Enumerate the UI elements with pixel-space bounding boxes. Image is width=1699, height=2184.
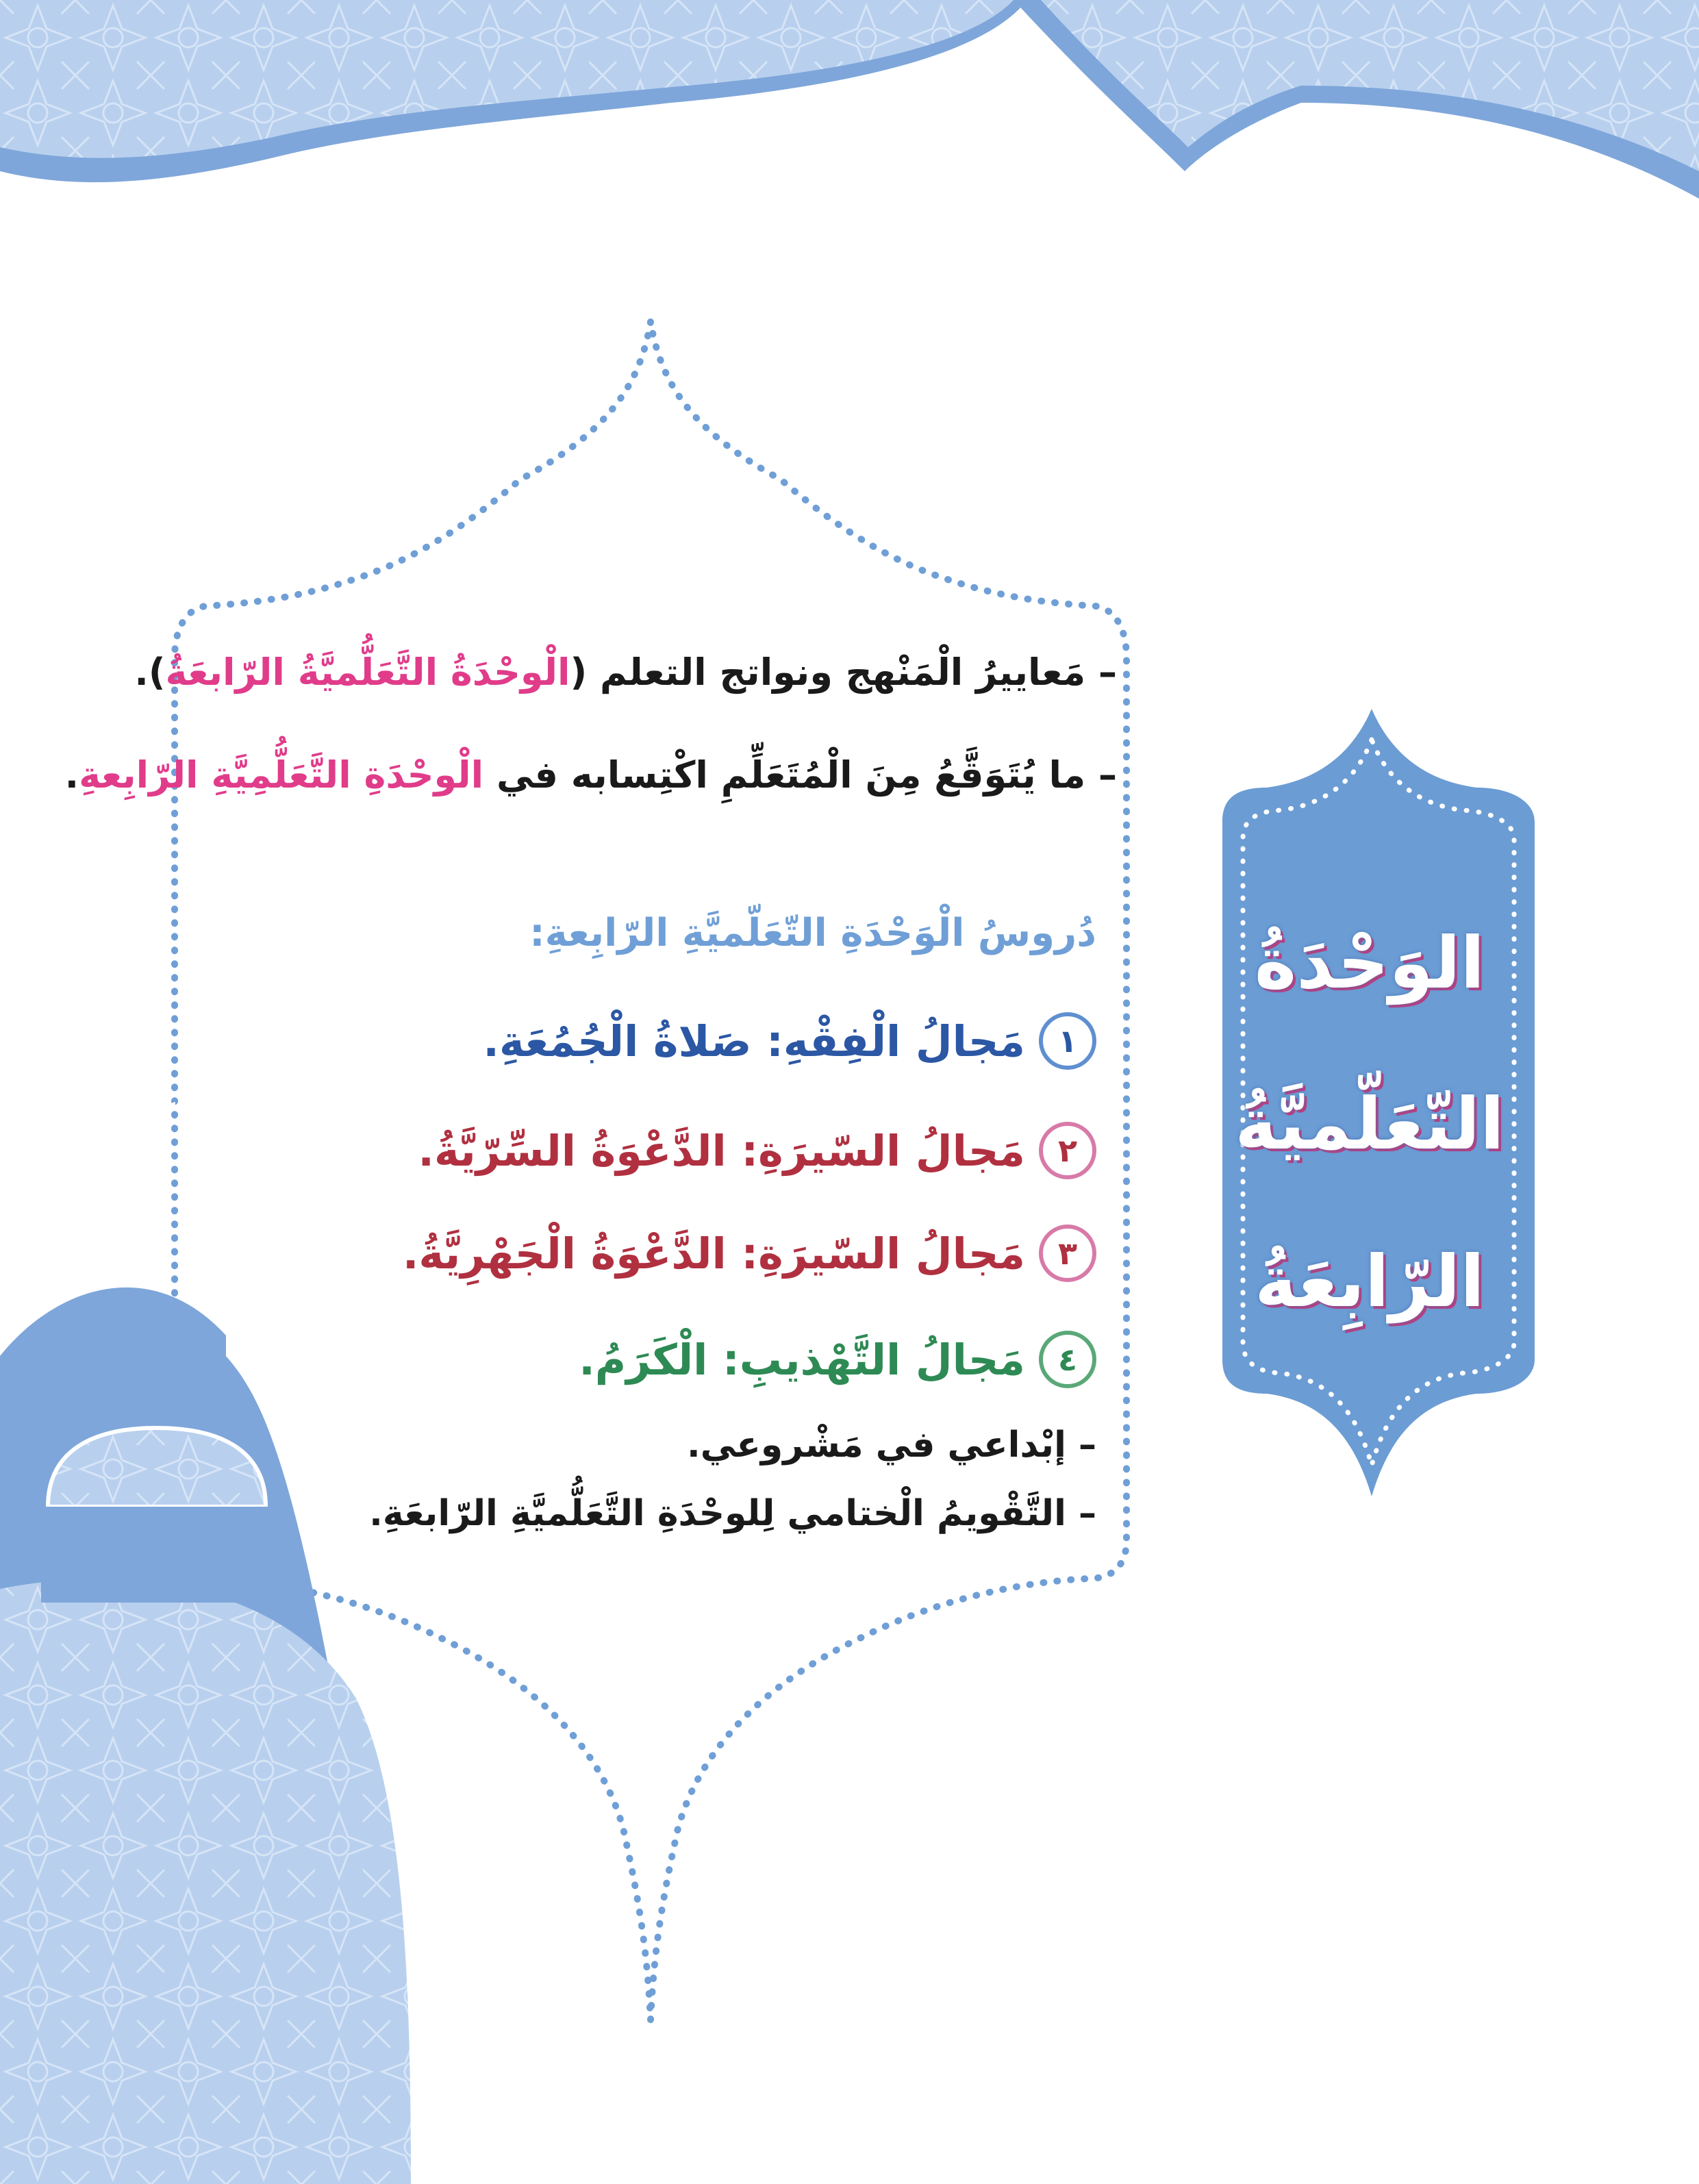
intro-line1-suffix: ). [134, 651, 166, 694]
top-banner [0, 0, 1699, 199]
intro-line2-prefix: – ما يُتَوَقَّعُ مِنَ الْمُتَعَلِّمِ اكْتِسابه في [483, 753, 1117, 796]
lesson-item [275, 1010, 1096, 1072]
lesson-text: مَجالُ التَّهْذيبِ: الْكَرَمُ. [579, 1334, 1025, 1385]
lesson-text: مَجالُ السّيرَةِ: الدَّعْوَةُ السِّرّيَّةُ. [418, 1125, 1025, 1176]
unit-title-line-2: التّعَلّميَّةُ [1235, 1082, 1505, 1166]
extra-item-final-assessment: – التَّقْويمُ الْختامي لِلوحْدَةِ التَّعَلُّميَّةِ الرّابعَةِ. [369, 1493, 1096, 1534]
lesson-item [275, 1120, 1096, 1181]
intro-line1-prefix: – مَعاييرُ الْمَنْهج ونواتج التعلم ( [570, 651, 1117, 694]
lesson-item [275, 1222, 1096, 1284]
lesson-item [275, 1329, 1096, 1390]
intro-line2-suffix: . [64, 753, 79, 796]
extra-item-project: – إبْداعي في مَشْروعي. [687, 1424, 1096, 1466]
lesson-number-badge: ٤ [1039, 1331, 1096, 1388]
intro-line-standards [134, 651, 1117, 694]
unit-title-line-3: الرّابِعَةُ [1255, 1240, 1485, 1323]
intro-line1-highlight: الْوحْدَةُ التَّعَلُّميَّةُ الرّابعَةُ [165, 651, 570, 694]
intro-line-expectations [64, 753, 1117, 796]
intro-line2-highlight: الْوحْدَةِ التَّعَلُّمِيَّةِ الرّابِعةِ [79, 753, 484, 796]
lesson-text: مَجالُ السّيرَةِ: الدَّعْوَةُ الْجَهْرِيَّةُ. [402, 1228, 1025, 1279]
lesson-number-badge: ٢ [1039, 1122, 1096, 1179]
lesson-text: مَجالُ الْفِقْهِ: صَلاةُ الْجُمُعَةِ. [483, 1016, 1025, 1066]
lessons-title: دُروسُ الْوَحْدَةِ التّعَلّميَّةِ الرّابِعةِ: [529, 911, 1096, 955]
page-number: ١٤٥ [120, 1065, 209, 1121]
lesson-number-badge: ١ [1039, 1012, 1096, 1070]
lesson-number-badge: ٣ [1039, 1225, 1096, 1282]
bottom-dome-decoration [0, 1288, 411, 2184]
unit-title-line-1: الوَحْدَةُ [1254, 921, 1485, 1005]
